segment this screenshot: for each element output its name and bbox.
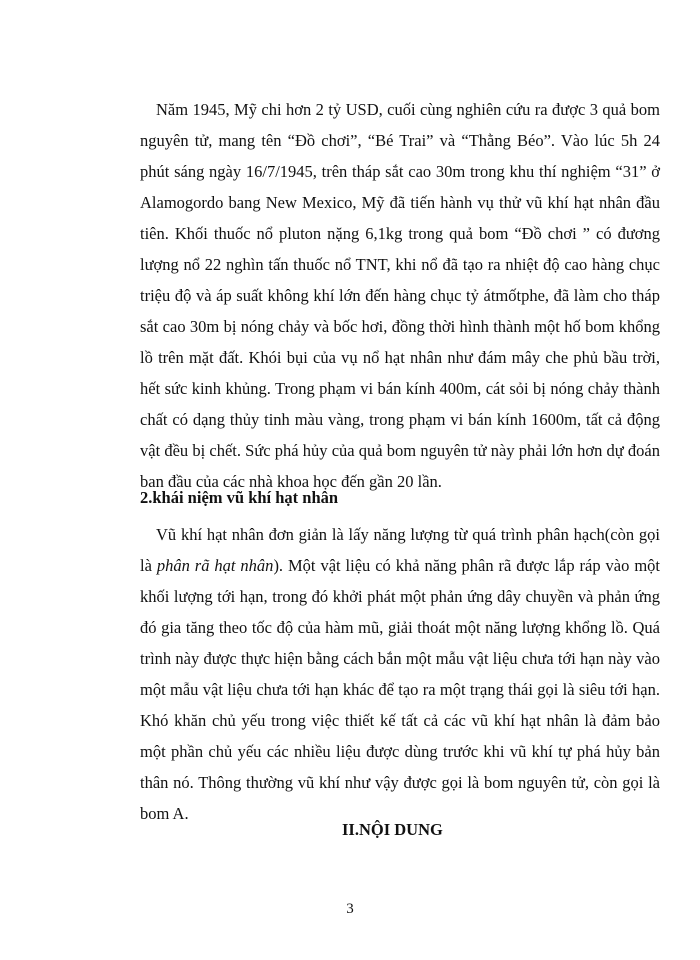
section-heading-definition: 2.khái niệm vũ khí hạt nhân (140, 488, 339, 507)
paragraph-history (140, 94, 660, 497)
section-heading-content: II.NỘI DUNG (342, 820, 443, 839)
paragraph-definition-italic-term: phân rã hạt nhân (156, 556, 274, 575)
paragraph-definition-text-start: Vũ khí hạt nhân đơn giản là lấy năng lượng từ quá trình phân hạch(còn gọi là (140, 525, 660, 575)
page-number: 3 (346, 901, 354, 917)
paragraph-history-text: Năm 1945, Mỹ chi hơn 2 tỷ USD, cuối cùng nghiên cứu ra được 3 quả bom nguyên tử, mang tên “Đồ chơi”, “Bé Trai” và “Thằng Béo”. Vào lúc 5h 24 phút sáng ngày 16/7/1945, trên tháp sắt cao 30m trong khu thí nghiệm “31” ở Alamogordo bang New Mexico, Mỹ đã tiến hành vụ thử vũ khí hạt nhân đầu tiên. Khối thuốc nổ pluton nặng 6,1kg trong quả bom “Đồ chơi ” có đương lượng nổ 22 nghìn tấn thuốc nổ TNT, khi nổ đã tạo ra nhiệt độ cao hàng chục triệu độ và áp suất không khí lớn đến hàng chục tỷ átmốtphe, đã làm cho tháp sắt cao 30m bị nóng chảy và bốc hơi, đồng thời hình thành một hố bom khổng lồ trên mặt đất. Khói bụi của vụ nổ hạt nhân như đám mây che phủ bầu trời, hết sức kinh khủng. Trong phạm vi bán kính 400m, cát sỏi bị nóng chảy thành chất có dạng thủy tinh màu vàng, trong phạm vi bán kính 1600m, tất cả động vật đều bị chết. Sức phá hủy của quả bom nguyên tử này phải lớn hơn dự đoán ban đầu của các nhà khoa học đến gần 20 lần. (140, 100, 660, 491)
paragraph-definition (140, 519, 660, 829)
paragraph-definition-text-end: ). Một vật liệu có khả năng phân rã được lắp ráp vào một khối lượng tới hạn, trong đó khởi phát một phản ứng dây chuyền và phản ứng đó gia tăng theo tốc độ của hàm mũ, giải thoát một năng lượng khổng lồ. Quá trình này được thực hiện bằng cách bắn một mẫu vật liệu chưa tới hạn này vào một mẫu vật liệu chưa tới hạn khác để tạo ra một trạng thái gọi là siêu tới hạn. Khó khăn chủ yếu trong việc thiết kế tất cả các vũ khí hạt nhân là đảm bảo một phần chủ yếu các nhiều liệu được dùng trước khi vũ khí tự phá hủy bản thân nó. Thông thường vũ khí như vậy được gọi là bom nguyên tử, còn gọi là bom A. (140, 556, 660, 823)
